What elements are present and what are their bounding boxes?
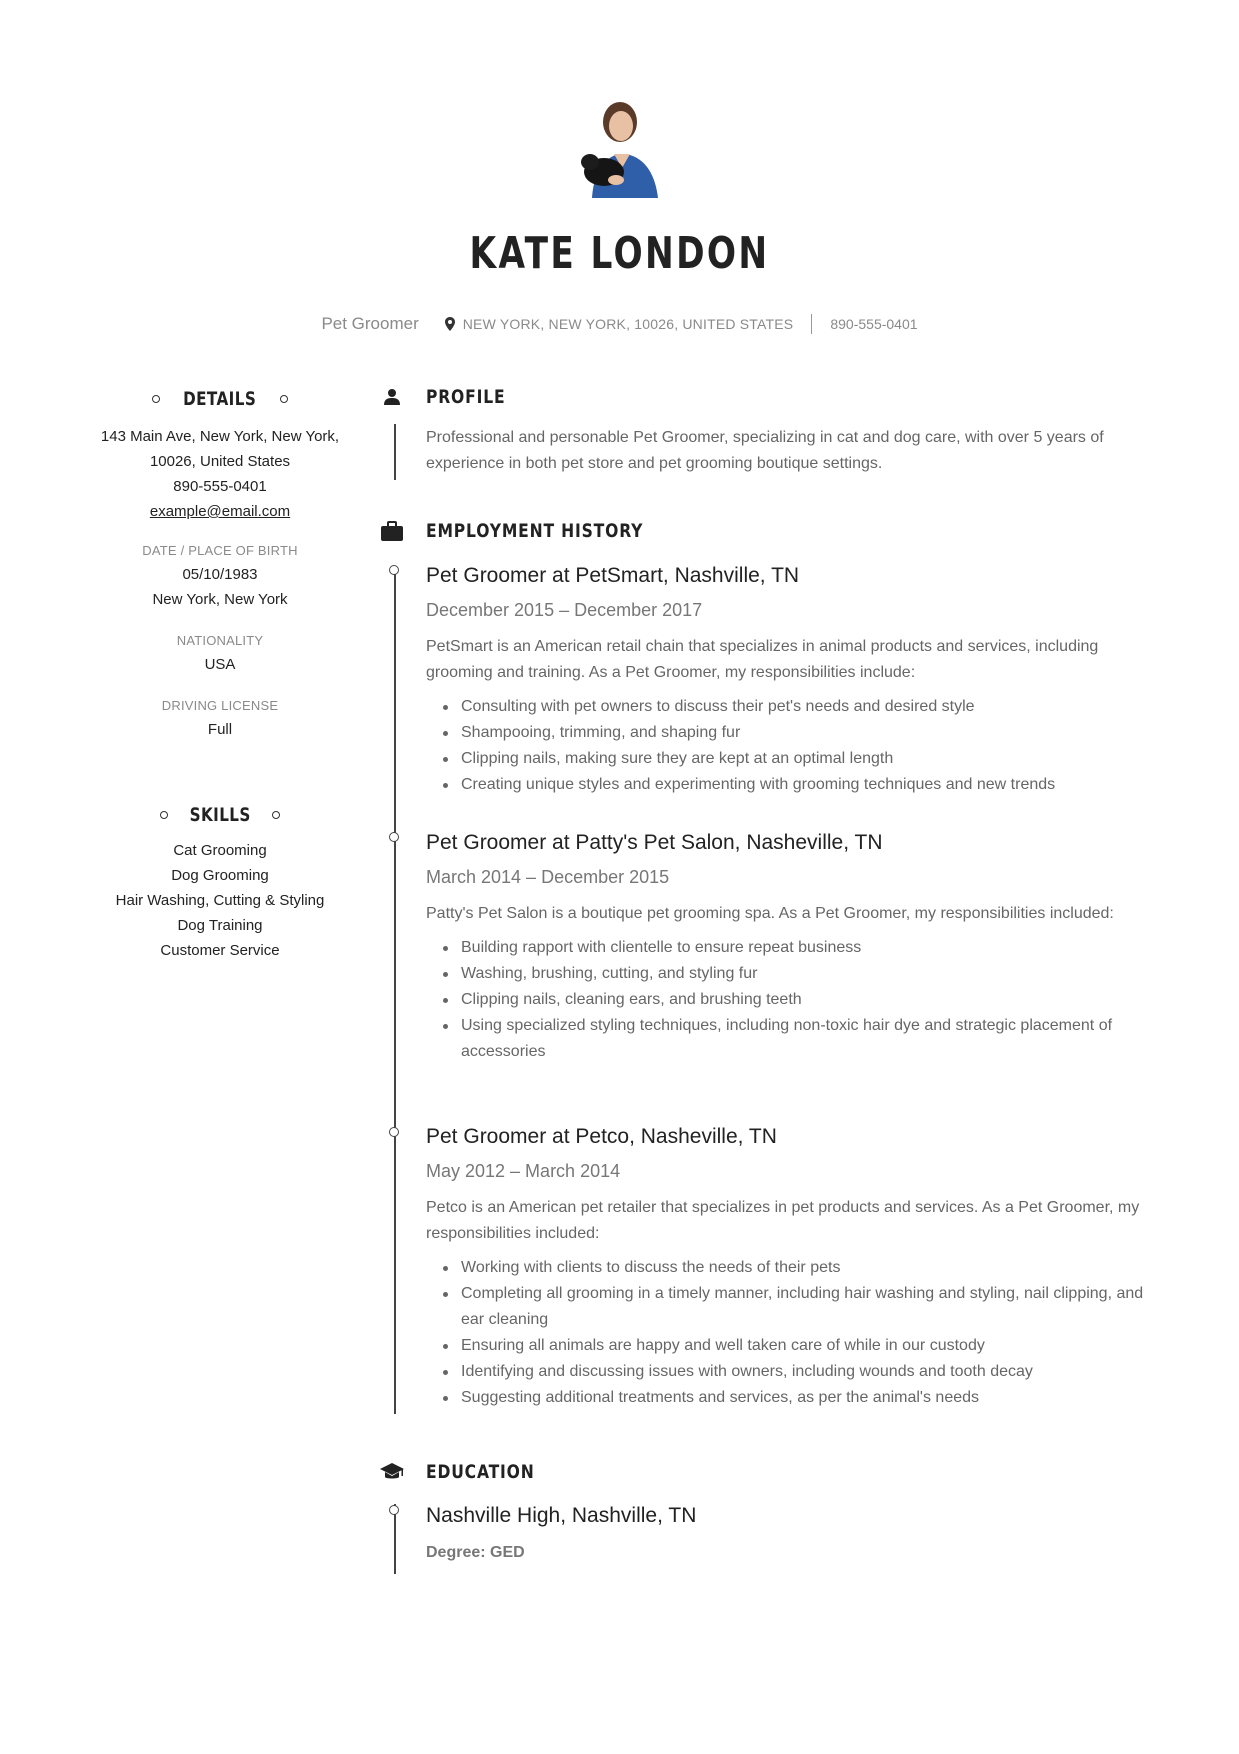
- job-entry-title: Pet Groomer at Patty's Pet Salon, Nasheville, TN: [426, 831, 883, 854]
- education-heading: [380, 1461, 558, 1483]
- education-entry: [426, 1502, 1146, 1562]
- job-entry-description: PetSmart is an American retail chain that specializes in animal products and services, including grooming and training. As a Pet Groomer, my responsibilities include:: [426, 638, 1099, 681]
- job-entry-title: Pet Groomer at Petco, Nasheville, TN: [426, 1125, 777, 1148]
- birth-label: DATE / PLACE OF BIRTH: [142, 543, 298, 558]
- skills-heading-text: SKILLS: [189, 804, 251, 826]
- bullet-item: Clipping nails, making sure they are kept at an optimal length: [461, 746, 1146, 772]
- header-divider: [811, 314, 812, 334]
- education-heading-text: EDUCATION: [426, 1461, 535, 1483]
- timeline-node: [389, 1127, 399, 1137]
- bullet-item: Completing all grooming in a timely manner, including hair washing and styling, nail clipping, and ear cleaning: [461, 1281, 1146, 1333]
- job-entry-dates: March 2014 – December 2015: [426, 867, 670, 887]
- job-entry: [426, 829, 1146, 1065]
- profile-heading: [380, 386, 523, 408]
- job-entry-description: Petco is an American pet retailer that specializes in pet products and services. As a Pet Groomer, my responsibilities included:: [426, 1199, 1140, 1242]
- location-text: NEW YORK, NEW YORK, 10026, UNITED STATES: [462, 316, 794, 332]
- job-entry-bullets: [426, 694, 1146, 798]
- candidate-name: KATE LONDON: [469, 228, 770, 279]
- job-entry: [426, 562, 1146, 798]
- skills-list: [90, 838, 350, 963]
- job-entry-description: Patty's Pet Salon is a boutique pet grooming spa. As a Pet Groomer, my responsibilities included:: [426, 905, 1114, 922]
- timeline-node: [389, 832, 399, 842]
- bullet-item: Consulting with pet owners to discuss their pet's needs and desired style: [461, 694, 1146, 720]
- address-line-2: 10026, United States: [149, 453, 291, 470]
- employment-heading: [380, 520, 691, 542]
- address-line-1: 143 Main Ave, New York, New York,: [100, 428, 340, 445]
- bullet-item: Working with clients to discuss the needs of their pets: [461, 1255, 1146, 1281]
- person-icon: [380, 385, 404, 409]
- degree: Degree: GED: [426, 1544, 525, 1561]
- job-entry: [426, 1123, 1146, 1411]
- bullet-item: Creating unique styles and experimenting with grooming techniques and new trends: [461, 772, 1146, 798]
- nationality-value: USA: [204, 656, 236, 673]
- profile-heading-text: PROFILE: [426, 386, 506, 408]
- skill-item: Dog Grooming: [171, 867, 269, 884]
- bullet-item: Shampooing, trimming, and shaping fur: [461, 720, 1146, 746]
- bullet-circle-icon: [152, 395, 160, 403]
- header-phone: 890-555-0401: [830, 316, 918, 332]
- details-heading: [90, 384, 350, 414]
- employment-timeline-line: [394, 566, 396, 1414]
- graduation-cap-icon: [380, 1460, 404, 1484]
- profile-text: Professional and personable Pet Groomer, specializing in cat and dog care, with over 5 years of experience in both pet store and pet grooming boutique settings.: [426, 429, 1104, 472]
- bullet-circle-icon: [160, 811, 168, 819]
- job-entry-bullets: [426, 1255, 1146, 1411]
- license-label: DRIVING LICENSE: [161, 698, 279, 713]
- job-entry-dates: May 2012 – March 2014: [426, 1161, 621, 1181]
- profile-timeline-line: [394, 424, 396, 480]
- school-name: Nashville High, Nashville, TN: [426, 1504, 697, 1527]
- bullet-circle-icon: [272, 811, 280, 819]
- bullet-item: Clipping nails, cleaning ears, and brushing teeth: [461, 987, 1146, 1013]
- birth-date: 05/10/1983: [182, 566, 258, 583]
- details-heading-text: DETAILS: [183, 388, 257, 410]
- timeline-node: [389, 1505, 399, 1515]
- birth-place: New York, New York: [152, 591, 288, 608]
- bullet-item: Suggesting additional treatments and services, as per the animal's needs: [461, 1385, 1146, 1411]
- nationality-label: NATIONALITY: [176, 633, 264, 648]
- address: [90, 424, 350, 524]
- job-entry-dates: December 2015 – December 2017: [426, 600, 703, 620]
- email-link[interactable]: example@email.com: [149, 503, 291, 520]
- profile-block: [426, 425, 1136, 477]
- header-subline: [0, 314, 1239, 334]
- profile-photo: [570, 96, 662, 198]
- skill-item: Hair Washing, Cutting & Styling: [115, 892, 325, 909]
- job-entry-bullets: [426, 935, 1146, 1065]
- skill-item: Customer Service: [160, 942, 280, 959]
- employment-heading-text: EMPLOYMENT HISTORY: [426, 520, 644, 542]
- bullet-item: Building rapport with clientelle to ensure repeat business: [461, 935, 1146, 961]
- left-column: [90, 384, 350, 963]
- skills-heading: [90, 800, 350, 830]
- job-title: Pet Groomer: [321, 314, 419, 333]
- bullet-item: Ensuring all animals are happy and well taken care of while in our custody: [461, 1333, 1146, 1359]
- details-phone: 890-555-0401: [173, 478, 267, 495]
- skill-item: Cat Grooming: [173, 842, 267, 859]
- job-entry-title: Pet Groomer at PetSmart, Nashville, TN: [426, 564, 800, 587]
- license-value: Full: [207, 721, 233, 738]
- timeline-node: [389, 565, 399, 575]
- bullet-item: Identifying and discussing issues with owners, including wounds and tooth decay: [461, 1359, 1146, 1385]
- location-pin-icon: [445, 317, 455, 331]
- briefcase-icon: [380, 519, 404, 543]
- skills-section: [90, 800, 350, 963]
- skill-item: Dog Training: [177, 917, 263, 934]
- profile-photo-image: [570, 96, 662, 198]
- bullet-circle-icon: [280, 395, 288, 403]
- bullet-item: Using specialized styling techniques, including non-toxic hair dye and strategic placement of accessories: [461, 1013, 1146, 1065]
- bullet-item: Washing, brushing, cutting, and styling fur: [461, 961, 1146, 987]
